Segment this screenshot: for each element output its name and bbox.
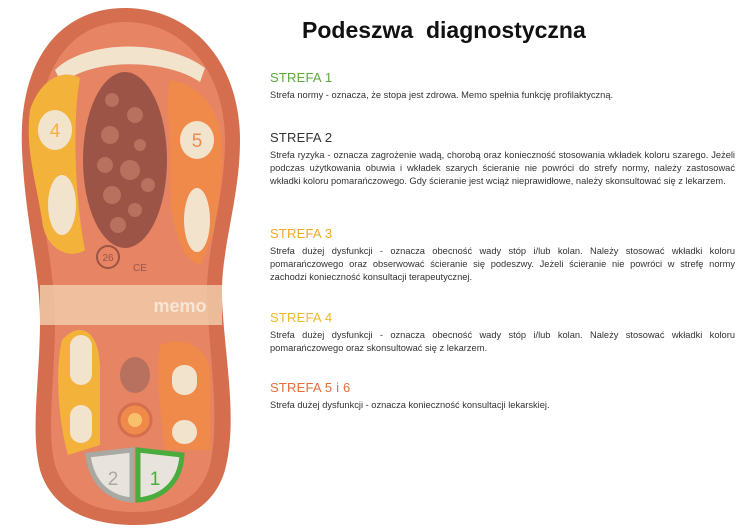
- zone-1-section: [270, 70, 735, 102]
- brand-logo: memo: [153, 296, 207, 316]
- zone-4-section: [270, 310, 735, 355]
- zone-heading: STREFA 4: [270, 310, 333, 325]
- zone-label-3: 3: [78, 386, 90, 407]
- zone-heading: STREFA 2: [270, 130, 333, 145]
- zone-description: Strefa ryzyka - oznacza zagrożenie wadą, chorobą oraz konieczność stosowania wkładek koloru szarego. Jeżeli podczas użytkowania obuwia i wkładek szarych ścieranie nie powróci do strefy normy, należy zastosować wkładki koloru pomarańczowego. Gdy ścieranie jest wciąż nieprawidłowe, należy skonsultować się z lekarzem.: [270, 150, 735, 186]
- zone-description: Strefa normy - oznacza, że stopa jest zdrowa. Memo spełnia funkcję profilaktyczną.: [270, 90, 614, 100]
- zone-3-section: [270, 226, 735, 284]
- diagnostic-sole-image: [0, 0, 260, 532]
- zone-label-4: 4: [49, 121, 61, 142]
- zone-description: Strefa dużej dysfunkcji - oznacza konieczność konsultacji lekarskiej.: [270, 400, 550, 410]
- zone-heading: STREFA 1: [270, 70, 333, 85]
- zone-label-6: 6: [179, 402, 191, 423]
- zone-description: Strefa dużej dysfunkcji - oznacza obecność wady stóp i/lub kolan. Należy stosować wkładki koloru pomarańczowego oraz skonsultować się z lekarzem.: [270, 330, 735, 353]
- page-title: Podeszwa diagnostyczna: [302, 17, 586, 43]
- zone-heading: STREFA 3: [270, 226, 333, 241]
- zone-label-5: 5: [191, 131, 203, 152]
- zone-heading: STREFA 5 i 6: [270, 380, 351, 395]
- zone-label-2: 2: [107, 469, 119, 490]
- size-label: 26: [102, 253, 114, 264]
- zone-2-section: [270, 130, 735, 188]
- zone-description: Strefa dużej dysfunkcji - oznacza obecność wady stóp i/lub kolan. Należy stosować wkładki koloru pomarańczowego oraz obserwować ścieranie się podeszwy. Jeżeli ścieranie nie powróci w strefę normy zachodzi konieczność konsultacji terapeutycznej.: [270, 246, 735, 282]
- ce-mark: CE: [133, 263, 147, 274]
- zone-5-6-section: [270, 380, 735, 412]
- zone-label-1: 1: [149, 469, 161, 490]
